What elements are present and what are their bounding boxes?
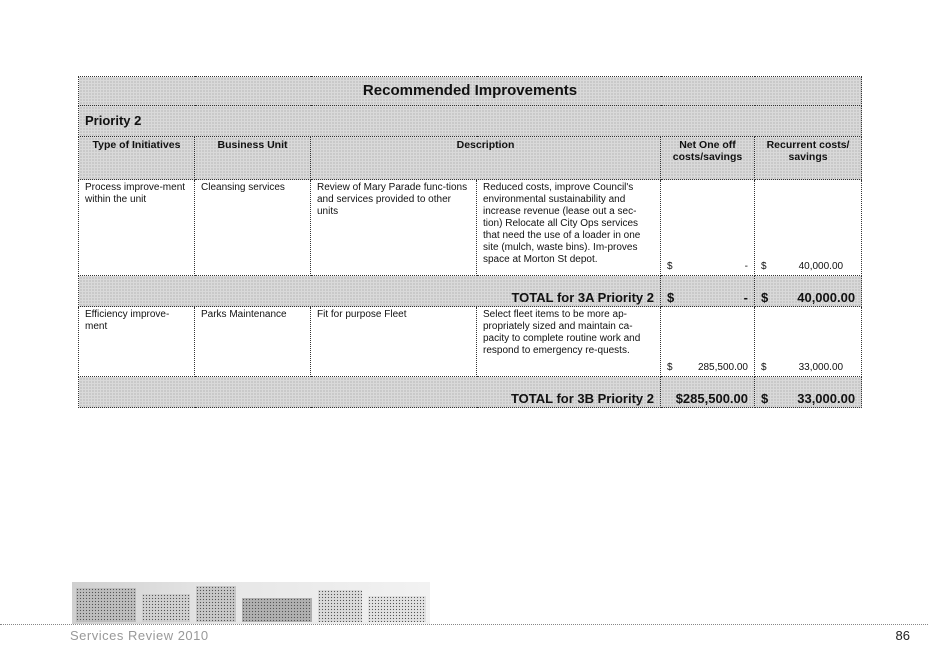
total-label: TOTAL for 3B Priority 2 — [79, 377, 661, 408]
collage-image — [318, 590, 362, 622]
total-net-amount: - — [743, 290, 748, 305]
total-row-3b — [79, 377, 862, 408]
currency-symbol: $ — [667, 290, 675, 305]
row-review: Fit for purpose Fleet — [311, 307, 477, 377]
row-description: Select fleet items to be more ap-propriately sized and maintain ca-pacity to complete routine work and respond to emergency re-quests. — [477, 307, 661, 377]
table-row — [79, 180, 862, 276]
row-review: Review of Mary Parade func-tions and services provided to other units — [311, 180, 477, 276]
table-row — [79, 307, 862, 377]
total-row-3a — [79, 276, 862, 307]
row-type: Process improve-ment within the unit — [79, 180, 195, 276]
row-business-unit: Cleansing services — [195, 180, 311, 276]
row-net-cost — [661, 307, 755, 377]
total-net — [661, 276, 755, 307]
currency-symbol: $ — [761, 261, 767, 272]
row-recurrent-cost — [755, 180, 862, 276]
header-business-unit: Business Unit — [195, 137, 311, 180]
row-recurrent-cost — [755, 307, 862, 377]
collage-image — [242, 598, 312, 622]
currency-symbol: $ — [667, 261, 673, 272]
total-recurrent-amount: 40,000.00 — [797, 290, 856, 305]
priority-heading: Priority 2 — [79, 106, 862, 137]
total-recurrent — [755, 377, 862, 408]
net-amount: 285,500.00 — [697, 362, 748, 373]
row-type: Efficiency improve-ment — [79, 307, 195, 377]
recommended-improvements-table — [78, 76, 862, 408]
collage-image — [142, 594, 190, 622]
collage-image — [368, 596, 426, 622]
total-recurrent-amount: 33,000.00 — [797, 391, 856, 406]
row-net-cost — [661, 180, 755, 276]
total-net — [661, 377, 755, 408]
row-business-unit: Parks Maintenance — [195, 307, 311, 377]
table-title: Recommended Improvements — [79, 77, 862, 106]
header-type: Type of Initiatives — [79, 137, 195, 180]
recurrent-amount: 40,000.00 — [798, 261, 844, 272]
currency-symbol: $ — [761, 391, 769, 406]
total-recurrent — [755, 276, 862, 307]
currency-symbol: $ — [761, 290, 769, 305]
row-description: Reduced costs, improve Council's environmental sustainability and increase revenue (lease out a sec-tion) Relocate all City Ops services that need the use of a loader in one site (mulch, waste bins). Im-proves space at Morton St depot. — [477, 180, 661, 276]
header-recurrent: Recurrent costs/ savings — [755, 137, 862, 180]
collage-image — [76, 588, 136, 622]
total-label: TOTAL for 3A Priority 2 — [79, 276, 661, 307]
currency-symbol: $ — [761, 362, 767, 373]
footer-divider — [0, 624, 928, 625]
page-number: 86 — [895, 628, 910, 643]
recurrent-amount: 33,000.00 — [798, 362, 844, 373]
header-description: Description — [311, 137, 661, 180]
footer-photo-collage — [72, 582, 430, 624]
currency-symbol: $ — [667, 362, 673, 373]
total-net-amount: $285,500.00 — [675, 391, 748, 406]
collage-image — [196, 586, 236, 622]
footer-title: Services Review 2010 — [70, 628, 209, 643]
header-net-one-off: Net One off costs/savings — [661, 137, 755, 180]
net-amount: - — [744, 261, 748, 272]
